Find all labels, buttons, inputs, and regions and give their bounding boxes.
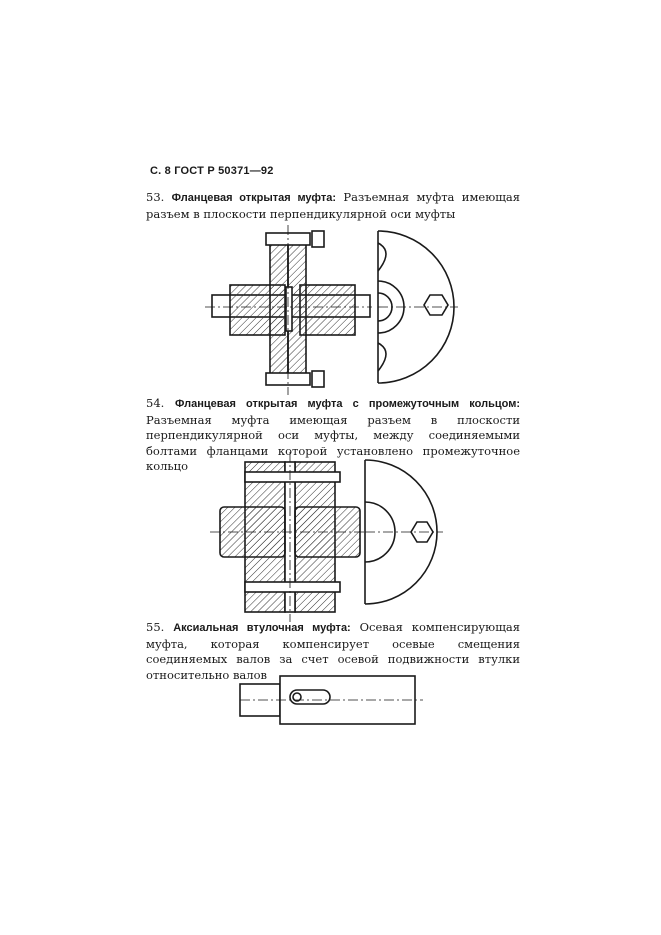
- bolt-head-top: [378, 243, 386, 271]
- coupling-end-view: [378, 231, 458, 383]
- nut-top: [312, 231, 324, 247]
- coupling-section-view: [210, 452, 365, 622]
- coupling-section-view: [205, 225, 372, 395]
- entry-definition: Разъемная муфта имеющая разъем в плоскости перпендикулярной оси муфты, между соединяемыми болтами фланцами которой установлено промежуточное кольцо: [146, 412, 520, 473]
- entry-term: Фланцевая открытая муфта с промежуточным кольцом:: [175, 398, 520, 410]
- bolt-bottom: [245, 582, 340, 592]
- entry-number: 53.: [146, 190, 165, 204]
- entry-number: 54.: [146, 396, 165, 410]
- key: [286, 287, 292, 331]
- figure-55-drawing: [235, 672, 425, 728]
- entry-term: Аксиальная втулочная муфта:: [173, 622, 351, 634]
- entry-term: Фланцевая открытая муфта:: [171, 192, 337, 204]
- entry-53: [146, 190, 520, 222]
- bolt-top: [245, 472, 340, 482]
- nut-bottom: [312, 371, 324, 387]
- figure-53-drawing: [200, 225, 460, 395]
- bolt-head-bottom: [378, 343, 386, 371]
- entry-definition: Осевая компенсирующая муфта, которая компенсирует осевые смещения соединяемых валов за счет осевой подвижности втулки относительно валов: [146, 620, 520, 682]
- page-header: С. 8 ГОСТ Р 50371—92: [150, 165, 274, 177]
- right-hub: [300, 285, 355, 335]
- entry-number: 55.: [146, 620, 165, 634]
- entry-definition: Разъемная муфта имеющая разъем в плоскости перпендикулярной оси муфты: [146, 190, 521, 221]
- figure-54-drawing: [205, 452, 445, 622]
- coupling-end-view: [365, 460, 443, 604]
- hex-nut: [424, 295, 448, 315]
